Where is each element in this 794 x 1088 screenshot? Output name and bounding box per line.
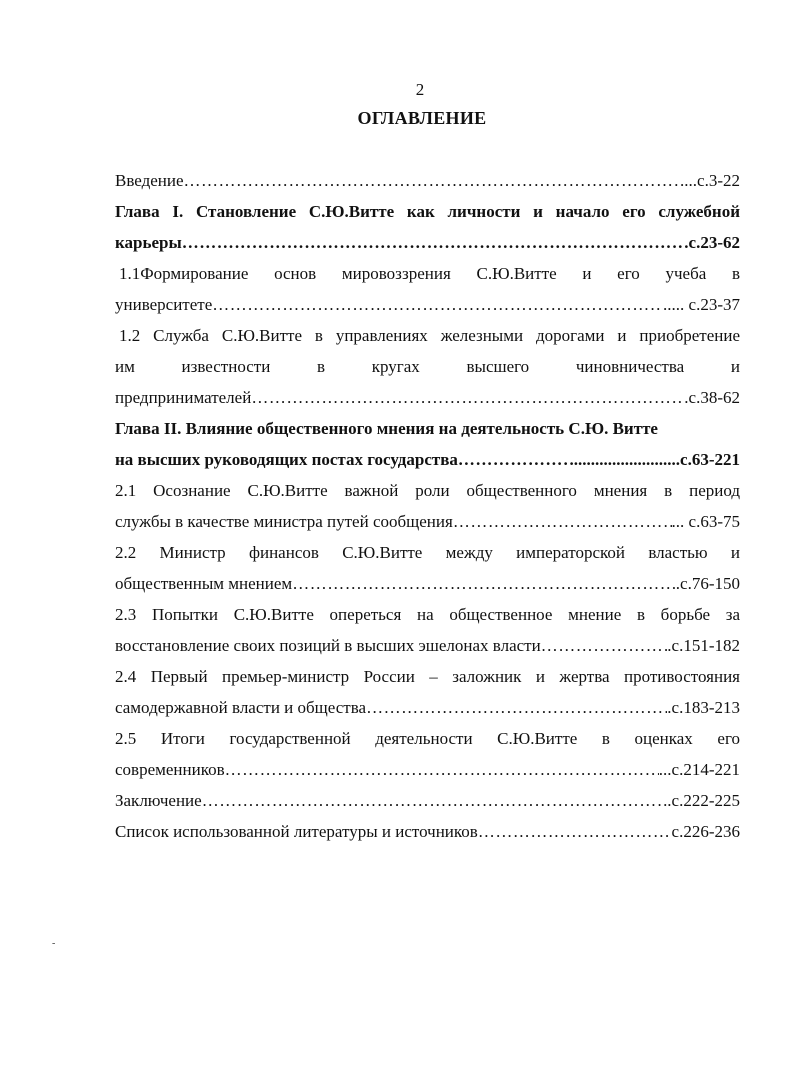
toc-entry-page: .с.76-150 (675, 574, 740, 593)
toc-entry-page: .с.38-62 (684, 388, 740, 407)
toc-entry-chapter-1: Глава I. Становление С.Ю.Витте как личности и начало его служебной (115, 202, 740, 221)
toc-entry-text: общественным мнением (115, 574, 293, 593)
page-number: 2 (415, 80, 425, 99)
toc-entry-chapter-2: Глава II. Влияние общественного мнения на деятельность С.Ю. Витте (115, 419, 658, 438)
toc-entry-bibliography (115, 816, 740, 847)
dot-leader (453, 506, 672, 537)
toc-entry-page: ..........................с.63-221 (569, 450, 740, 469)
table-of-contents (115, 165, 740, 847)
scan-mark: - (52, 938, 56, 949)
toc-entry-section-2-3-cont (115, 630, 740, 661)
dot-leader (225, 754, 659, 785)
toc-entry-section-2-5: 2.5 Итоги государственной деятельности С.Ю.Витте в оценках его (115, 729, 740, 748)
dot-leader (251, 382, 684, 413)
toc-entry-section-2-4-cont (115, 692, 740, 723)
dot-leader (541, 630, 668, 661)
toc-entry-text: на высших руководящих постах государства (115, 450, 458, 469)
page-title: ОГЛАВЛЕНИЕ (357, 108, 487, 128)
toc-entry-section-2-2-cont (115, 568, 740, 599)
dot-leader (478, 816, 672, 847)
dot-leader (366, 692, 667, 723)
toc-entry-page: ....с.3-22 (680, 171, 740, 190)
toc-entry-section-2-3: 2.3 Попытки С.Ю.Витте опереться на общественное мнение в борьбе за (115, 605, 740, 624)
toc-entry-section-2-2: 2.2 Министр финансов С.Ю.Витте между императорской властью и (115, 543, 740, 562)
toc-entry-section-2-1: 2.1 Осознание С.Ю.Витте важной роли общественного мнения в период (115, 481, 740, 500)
toc-entry-text: Введение (115, 171, 184, 190)
toc-entry-introduction (115, 165, 740, 196)
toc-entry-page: .с.23-62 (684, 233, 740, 252)
toc-entry-section-1-1: 1.1Формирование основ мировоззрения С.Ю.Витте и его учеба в (119, 264, 740, 283)
toc-entry-text: службы в качестве министра путей сообщения (115, 512, 453, 531)
toc-entry-text: современников (115, 760, 225, 779)
dot-leader (182, 227, 685, 258)
toc-entry-text: Список использованной литературы и источников (115, 822, 478, 841)
dot-leader (292, 568, 676, 599)
toc-entry-chapter-1-cont (115, 227, 740, 258)
toc-entry-text: восстановление своих позиций в высших эшелонах власти (115, 636, 541, 655)
toc-entry-page: ...с.214-221 (658, 760, 740, 779)
toc-entry-chapter-2-cont (115, 444, 740, 475)
toc-entry-text: Заключение (115, 791, 202, 810)
toc-entry-page: .с.151-182 (667, 636, 740, 655)
toc-entry-page: ..... с.23-37 (663, 295, 740, 314)
toc-entry-text: самодержавной власти и общества (115, 698, 367, 717)
toc-entry-section-1-2-cont: им известности в кругах высшего чиновничества и (115, 357, 740, 376)
toc-entry-conclusion (115, 785, 740, 816)
toc-entry-text: карьеры (115, 233, 182, 252)
toc-entry-text: предпринимателей (115, 388, 252, 407)
toc-entry-section-1-2-end (115, 382, 740, 413)
toc-entry-page: ... с.63-75 (671, 512, 740, 531)
toc-entry-page: .с.183-213 (667, 698, 740, 717)
dot-leader (184, 165, 681, 196)
dot-leader (212, 289, 663, 320)
toc-entry-section-1-2: 1.2 Служба С.Ю.Витте в управлениях железными дорогами и приобретение (119, 326, 740, 345)
toc-entry-text: университете (115, 295, 213, 314)
toc-entry-section-1-1-cont (115, 289, 740, 320)
toc-entry-page: с.226-236 (671, 822, 740, 841)
toc-entry-section-2-4: 2.4 Первый премьер-министр России – заложник и жертва противостояния (115, 667, 740, 686)
toc-entry-section-2-5-cont (115, 754, 740, 785)
dot-leader (458, 444, 570, 475)
dot-leader (202, 785, 668, 816)
toc-entry-section-2-1-cont (115, 506, 740, 537)
toc-entry-page: .с.222-225 (667, 791, 740, 810)
